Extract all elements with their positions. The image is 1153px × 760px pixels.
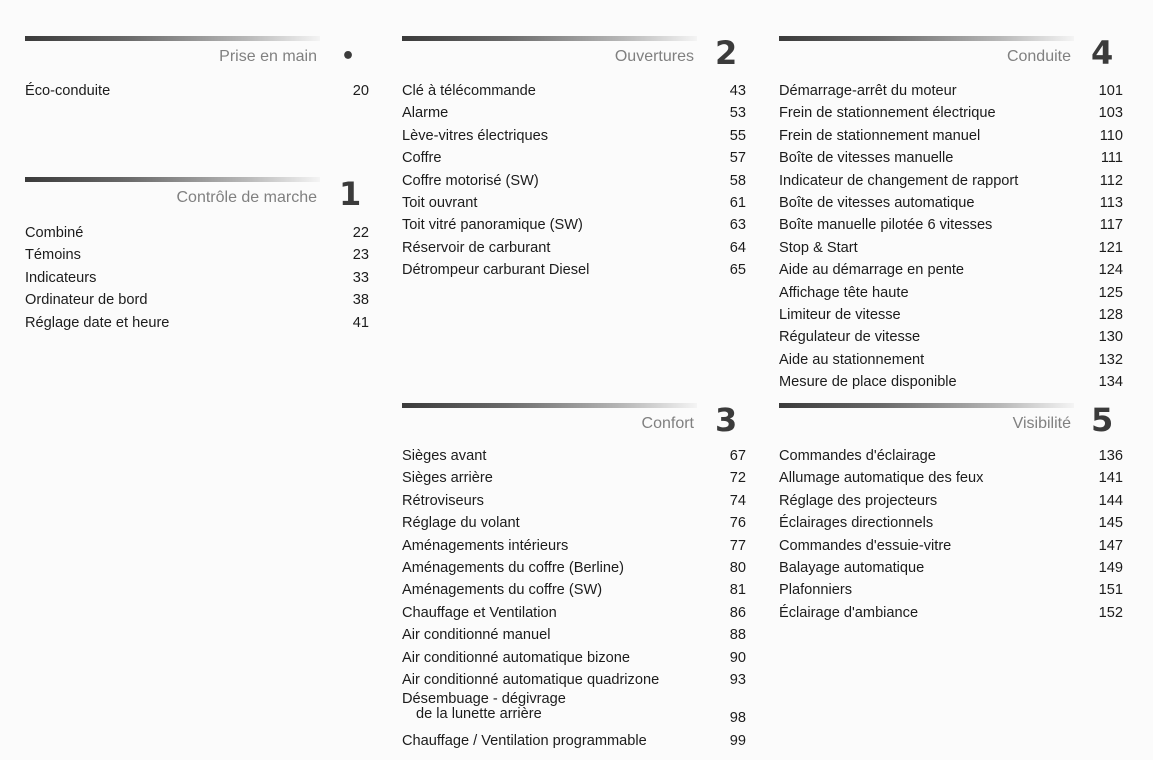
toc-entry[interactable] bbox=[402, 214, 746, 236]
toc-entry[interactable] bbox=[402, 669, 746, 691]
toc-entry[interactable] bbox=[779, 467, 1123, 489]
toc-entry-label-line: Toit vitré panoramique (SW) bbox=[402, 217, 583, 234]
toc-entry-label-line: Sièges arrière bbox=[402, 470, 493, 487]
toc-entry[interactable] bbox=[779, 192, 1123, 214]
toc-entry-page: 23 bbox=[352, 247, 369, 264]
toc-entry-label-line: Limiteur de vitesse bbox=[779, 306, 901, 323]
toc-entry[interactable] bbox=[779, 147, 1123, 169]
toc-entry-label-line: Clé à télécommande bbox=[402, 83, 536, 99]
toc-entry-label-line: Frein de stationnement électrique bbox=[779, 105, 996, 122]
toc-entry[interactable] bbox=[779, 237, 1123, 259]
toc-entry-page: 81 bbox=[729, 582, 746, 599]
toc-entry-label bbox=[402, 170, 539, 192]
toc-entry-label bbox=[402, 125, 548, 147]
toc-entry-page: 111 bbox=[1100, 150, 1123, 167]
toc-entry-label bbox=[25, 80, 110, 102]
toc-entry-label bbox=[402, 192, 477, 214]
toc-entry-label bbox=[25, 289, 148, 311]
toc-entry-label-line: Témoins bbox=[25, 247, 81, 264]
toc-entry-page: 134 bbox=[1098, 374, 1123, 391]
toc-entry-label bbox=[779, 102, 996, 124]
toc-entry-label-line: Aménagements du coffre (SW) bbox=[402, 582, 603, 599]
toc-entry-page: 93 bbox=[729, 671, 746, 688]
toc-entry-page: 152 bbox=[1098, 604, 1123, 621]
toc-entry[interactable] bbox=[25, 244, 369, 266]
toc-entry[interactable] bbox=[402, 730, 746, 752]
toc-entry-label bbox=[402, 669, 659, 691]
toc-entry-page: 22 bbox=[352, 225, 369, 241]
toc-entry-page: 80 bbox=[729, 559, 746, 576]
section-bar bbox=[25, 36, 320, 41]
toc-entry[interactable] bbox=[779, 282, 1123, 304]
section-number: 1 bbox=[339, 175, 362, 213]
toc-entry[interactable] bbox=[779, 326, 1123, 348]
toc-entry-label-line: Air conditionné automatique quadrizone bbox=[402, 671, 660, 688]
toc-entry-label-line: Air conditionné automatique bizone bbox=[402, 649, 630, 666]
section-title: Conduite bbox=[1006, 48, 1071, 65]
toc-entry-page: 38 bbox=[352, 292, 369, 309]
toc-entry-label bbox=[402, 730, 647, 752]
toc-entry-label bbox=[779, 445, 936, 467]
section-bar bbox=[779, 36, 1074, 41]
toc-entry-label-line: Boîte de vitesses manuelle bbox=[779, 150, 954, 167]
toc-entry-label bbox=[779, 304, 901, 326]
toc-entry[interactable] bbox=[402, 192, 746, 214]
toc-entry[interactable] bbox=[402, 579, 746, 601]
toc-entry-page: 121 bbox=[1098, 239, 1123, 256]
toc-entry[interactable] bbox=[402, 647, 746, 669]
toc-entry-label bbox=[402, 259, 589, 281]
toc-entry-label-line: Stop & Start bbox=[779, 239, 858, 256]
toc-entry-label-line: Éclairage d'ambiance bbox=[779, 604, 919, 621]
toc-entry[interactable] bbox=[779, 259, 1123, 281]
toc-entry-label bbox=[779, 467, 983, 489]
toc-entry-label-line: Allumage automatique des feux bbox=[779, 470, 984, 487]
toc-entry-label-line: Détrompeur carburant Diesel bbox=[402, 262, 590, 279]
toc-entry-label bbox=[779, 602, 918, 624]
section-number: 5 bbox=[1091, 401, 1114, 439]
toc-entry-page: 117 bbox=[1099, 217, 1123, 234]
toc-entry-label bbox=[779, 80, 957, 102]
toc-entry-page: 144 bbox=[1098, 492, 1123, 509]
section-number: • bbox=[341, 44, 356, 69]
toc-entry[interactable] bbox=[402, 490, 746, 512]
toc-entry-label-line: Coffre motorisé (SW) bbox=[402, 172, 539, 189]
toc-entry-label bbox=[779, 490, 937, 512]
toc-entry-page: 58 bbox=[729, 172, 746, 189]
toc-entry-label bbox=[779, 170, 1018, 192]
toc-entry-label bbox=[402, 692, 566, 722]
toc-entry-label bbox=[402, 445, 486, 467]
toc-entry-page: 63 bbox=[729, 217, 746, 234]
toc-entry-page: 74 bbox=[729, 492, 746, 509]
toc-entry[interactable] bbox=[402, 125, 746, 147]
toc-entry[interactable] bbox=[779, 349, 1123, 371]
toc-entry-label-line: Aménagements intérieurs bbox=[402, 537, 569, 554]
toc-entry-label bbox=[402, 624, 550, 646]
toc-entry-label bbox=[25, 222, 83, 244]
toc-entry-label bbox=[779, 326, 920, 348]
toc-entry-label bbox=[779, 282, 909, 304]
toc-entry[interactable] bbox=[779, 445, 1123, 467]
toc-entry-label-line: Balayage automatique bbox=[779, 559, 925, 576]
toc-entry-label bbox=[25, 244, 81, 266]
section-confort bbox=[402, 403, 746, 758]
toc-entry[interactable] bbox=[779, 512, 1123, 534]
toc-entry-label-line: Rétroviseurs bbox=[402, 492, 484, 509]
toc-entry-label bbox=[402, 647, 630, 669]
toc-entry-label-line: Réglage date et heure bbox=[25, 314, 170, 331]
section-number: 4 bbox=[1091, 34, 1114, 72]
section-visibilite bbox=[779, 403, 1123, 628]
toc-entry-label-line: Réglage des projecteurs bbox=[779, 492, 938, 509]
toc-entry-label-line: Éco-conduite bbox=[25, 83, 111, 99]
toc-entry-label bbox=[779, 371, 957, 393]
toc-entry-page: 33 bbox=[352, 269, 369, 286]
toc-entry-label bbox=[779, 259, 964, 281]
toc-entry-label-line: Air conditionné manuel bbox=[402, 627, 551, 644]
toc-entry-label bbox=[779, 512, 933, 534]
toc-entry[interactable] bbox=[402, 691, 746, 730]
toc-entry-page: 43 bbox=[729, 83, 746, 99]
section-number: 2 bbox=[715, 34, 738, 72]
section-title: Ouvertures bbox=[614, 48, 694, 65]
toc-entry-label bbox=[402, 490, 484, 512]
toc-entry-page: 110 bbox=[1099, 127, 1123, 144]
toc-entry[interactable] bbox=[779, 170, 1123, 192]
toc-entry-label-line: Aménagements du coffre (Berline) bbox=[402, 559, 624, 576]
toc-entry-label bbox=[402, 237, 550, 259]
section-title: Visibilité bbox=[1012, 415, 1071, 432]
toc-entry[interactable] bbox=[779, 557, 1123, 579]
toc-entry-page: 99 bbox=[729, 733, 746, 750]
toc-entry-page: 128 bbox=[1098, 306, 1123, 323]
toc-entry-label-line: Frein de stationnement manuel bbox=[779, 127, 981, 144]
toc-entry[interactable] bbox=[402, 170, 746, 192]
toc-entry-page: 149 bbox=[1098, 559, 1123, 576]
toc-entry-label-line: Indicateur de changement de rapport bbox=[779, 172, 1019, 189]
toc-entry-page: 67 bbox=[729, 448, 746, 464]
toc-entry-label-line: Plafonniers bbox=[779, 582, 853, 599]
toc-entry-label-line: Toit ouvrant bbox=[402, 194, 478, 211]
toc-entry-label bbox=[779, 237, 858, 259]
toc-entry[interactable] bbox=[25, 222, 369, 244]
toc-entry-label bbox=[402, 535, 568, 557]
toc-entry-page: 41 bbox=[352, 314, 369, 331]
toc-list bbox=[779, 80, 1123, 393]
toc-entry-label bbox=[402, 214, 583, 236]
toc-entry-label bbox=[779, 557, 924, 579]
toc-entry-label bbox=[779, 535, 951, 557]
toc-entry-page: 145 bbox=[1098, 515, 1123, 532]
toc-entry-label-line: Chauffage et Ventilation bbox=[402, 604, 557, 621]
toc-entry-label bbox=[402, 147, 441, 169]
toc-entry-label bbox=[25, 312, 169, 334]
toc-entry-page: 55 bbox=[729, 127, 746, 144]
toc-entry-label-line: Réservoir de carburant bbox=[402, 239, 551, 256]
section-conduite bbox=[779, 36, 1123, 391]
toc-entry-page: 64 bbox=[729, 239, 746, 256]
section-ouvertures bbox=[402, 36, 746, 286]
toc-entry-label-line: Régulateur de vitesse bbox=[779, 329, 921, 346]
section-bar bbox=[25, 177, 320, 182]
toc-entry-page: 112 bbox=[1099, 172, 1123, 189]
section-number: 3 bbox=[715, 401, 738, 439]
toc-entry-page: 65 bbox=[729, 262, 746, 279]
toc-entry-label-line: Boîte manuelle pilotée 6 vitesses bbox=[779, 217, 993, 234]
toc-entry-label-line: Commandes d'essuie-vitre bbox=[779, 537, 952, 554]
toc-entry[interactable] bbox=[779, 371, 1123, 393]
toc-entry[interactable] bbox=[779, 535, 1123, 557]
toc-list bbox=[779, 445, 1123, 624]
toc-entry-label bbox=[402, 467, 493, 489]
toc-entry[interactable] bbox=[402, 259, 746, 281]
toc-entry-label bbox=[402, 80, 536, 102]
toc-entry-page: 98 bbox=[729, 710, 746, 727]
toc-entry-label-line: Mesure de place disponible bbox=[779, 374, 957, 391]
toc-entry-label bbox=[779, 214, 992, 236]
toc-entry-page: 76 bbox=[729, 515, 746, 532]
toc-entry[interactable] bbox=[25, 289, 369, 311]
toc-entry-page: 103 bbox=[1098, 105, 1123, 122]
toc-entry-page: 136 bbox=[1098, 448, 1123, 464]
toc-entry-page: 141 bbox=[1098, 470, 1123, 487]
toc-entry-label bbox=[402, 102, 448, 124]
toc-entry-label-line: Indicateurs bbox=[25, 269, 97, 286]
toc-entry[interactable] bbox=[402, 512, 746, 534]
toc-entry-label-line: Coffre bbox=[402, 150, 442, 167]
toc-entry-page: 86 bbox=[729, 604, 746, 621]
toc-list bbox=[402, 445, 746, 753]
toc-entry[interactable] bbox=[779, 125, 1123, 147]
toc-entry-label-line: Désembuage - dégivrage bbox=[402, 691, 566, 708]
toc-entry[interactable] bbox=[402, 80, 746, 102]
toc-list bbox=[25, 80, 369, 102]
toc-entry-label-line: Alarme bbox=[402, 105, 449, 122]
section-bar bbox=[779, 403, 1074, 408]
toc-entry-label-line: Aide au stationnement bbox=[779, 351, 925, 368]
toc-entry-label bbox=[779, 192, 975, 214]
toc-entry[interactable] bbox=[779, 214, 1123, 236]
toc-entry[interactable] bbox=[779, 80, 1123, 102]
section-controle-de-marche bbox=[25, 177, 369, 337]
toc-entry[interactable] bbox=[402, 467, 746, 489]
toc-entry-page: 77 bbox=[729, 537, 746, 554]
toc-entry-page: 151 bbox=[1098, 582, 1123, 599]
toc-entry-label bbox=[402, 579, 602, 601]
section-bar bbox=[402, 36, 697, 41]
toc-entry[interactable] bbox=[402, 602, 746, 624]
toc-list bbox=[402, 80, 746, 282]
toc-entry-label-line: Aide au démarrage en pente bbox=[779, 262, 964, 279]
section-title: Prise en main bbox=[219, 48, 317, 65]
toc-entry-label-line: Lève-vitres électriques bbox=[402, 127, 549, 144]
toc-entry-label bbox=[402, 557, 624, 579]
toc-entry-label-line: Éclairages directionnels bbox=[779, 515, 934, 532]
toc-entry[interactable] bbox=[402, 237, 746, 259]
toc-entry-label-line: Commandes d'éclairage bbox=[779, 448, 936, 464]
toc-entry-page: 113 bbox=[1099, 194, 1123, 211]
toc-entry-label-line: Chauffage / Ventilation programmable bbox=[402, 733, 647, 750]
toc-entry-label-line: Réglage du volant bbox=[402, 515, 520, 532]
toc-entry[interactable] bbox=[779, 102, 1123, 124]
toc-entry-label-line: Sièges avant bbox=[402, 448, 487, 464]
toc-entry[interactable] bbox=[402, 535, 746, 557]
toc-entry[interactable] bbox=[779, 304, 1123, 326]
toc-entry-label bbox=[779, 147, 953, 169]
toc-entry-page: 124 bbox=[1098, 262, 1123, 279]
toc-entry-label bbox=[25, 267, 96, 289]
toc-entry-label bbox=[779, 349, 924, 371]
toc-entry[interactable] bbox=[402, 445, 746, 467]
toc-entry-page: 132 bbox=[1098, 351, 1123, 368]
toc-entry[interactable] bbox=[25, 80, 369, 102]
toc-entry-label-line: Ordinateur de bord bbox=[25, 292, 148, 309]
toc-list bbox=[25, 222, 369, 334]
toc-entry[interactable] bbox=[25, 312, 369, 334]
toc-entry-label-line: Boîte de vitesses automatique bbox=[779, 194, 975, 211]
toc-entry[interactable] bbox=[402, 624, 746, 646]
toc-entry-label-line: Combiné bbox=[25, 225, 84, 241]
toc-entry-page: 53 bbox=[729, 105, 746, 122]
toc-entry-label bbox=[779, 125, 980, 147]
toc-entry-page: 101 bbox=[1098, 83, 1123, 99]
section-prise-en-main bbox=[25, 36, 369, 106]
toc-entry[interactable] bbox=[779, 579, 1123, 601]
toc-entry-page: 57 bbox=[729, 150, 746, 167]
toc-entry[interactable] bbox=[779, 602, 1123, 624]
toc-entry-page: 147 bbox=[1098, 537, 1123, 554]
section-title: Contrôle de marche bbox=[176, 189, 317, 206]
toc-entry[interactable] bbox=[402, 557, 746, 579]
toc-entry-label bbox=[779, 579, 852, 601]
toc-entry-label bbox=[402, 602, 557, 624]
toc-entry-page: 88 bbox=[729, 627, 746, 644]
toc-entry-label bbox=[402, 512, 520, 534]
section-bar bbox=[402, 403, 697, 408]
toc-entry[interactable] bbox=[779, 490, 1123, 512]
toc-entry-label-line: de la lunette arrière bbox=[416, 706, 542, 723]
section-title: Confort bbox=[641, 415, 694, 432]
toc-entry-page: 72 bbox=[729, 470, 746, 487]
toc-entry-page: 90 bbox=[729, 649, 746, 666]
toc-entry-page: 130 bbox=[1098, 329, 1123, 346]
toc-entry[interactable] bbox=[25, 267, 369, 289]
toc-entry-page: 20 bbox=[352, 83, 369, 99]
toc-entry[interactable] bbox=[402, 147, 746, 169]
toc-entry-label-line: Démarrage-arrêt du moteur bbox=[779, 83, 957, 99]
toc-entry-page: 61 bbox=[729, 194, 746, 211]
toc-entry[interactable] bbox=[402, 102, 746, 124]
toc-entry-page: 125 bbox=[1098, 284, 1123, 301]
toc-entry-label-line: Affichage tête haute bbox=[779, 284, 909, 301]
